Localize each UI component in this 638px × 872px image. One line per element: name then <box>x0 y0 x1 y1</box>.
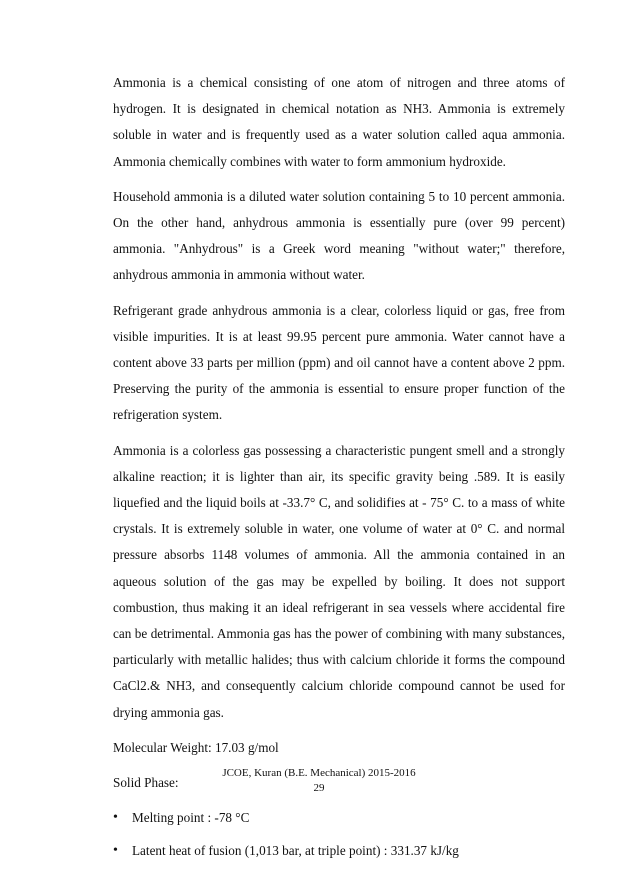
page-body <box>113 70 565 872</box>
paragraph-household-ammonia: Household ammonia is a diluted water solution containing 5 to 10 percent ammonia. On the other hand, anhydrous ammonia is essentially pure (over 99 percent) ammonia. "Anhydrous" is a Greek word meaning "without water;" therefore, anhydrous ammonia in ammonia without water. <box>113 188 565 283</box>
footer-institution: JCOE, Kuran (B.E. Mechanical) 2015-2016 <box>222 767 416 779</box>
page-footer <box>0 766 638 796</box>
solid-phase-list <box>113 805 565 864</box>
paragraph-refrigerant-grade: Refrigerant grade anhydrous ammonia is a clear, colorless liquid or gas, free from visible impurities. It is at least 99.95 percent pure ammonia. Water cannot have a content above 33 parts per million (ppm) and oil cannot have a content above 2 ppm. Preserving the purity of the ammonia is essential to ensure proper function of the refrigeration system. <box>113 302 565 423</box>
solid-phase-heading: Solid Phase: <box>113 775 179 791</box>
list-item-melting-point: • Melting point : -78 °C <box>113 805 565 831</box>
paragraph-ammonia-definition: Ammonia is a chemical consisting of one atom of nitrogen and three atoms of hydrogen. It is designated in chemical notation as NH3. Ammonia is extremely soluble in water and is frequently used as a water solution called aqua ammonia. Ammonia chemically combines with water to form ammonium hydroxide. <box>113 75 565 169</box>
molecular-weight: Molecular Weight: 17.03 g/mol <box>113 739 279 755</box>
paragraph-properties: Ammonia is a colorless gas possessing a characteristic pungent smell and a strongly alkaline reaction; it is lighter than air, its specific gravity being .589. It is easily liquefied and the liquid boils at -33.7° C, and solidifies at - 75° C. to a mass of white crystals. It is extremely soluble in water, one volume of water at 0° C. and normal pressure absorbs 1148 volumes of ammonia. All the ammonia contained in an aqueous solution of the gas may be expelled by boiling. It does not support combustion, thus making it an ideal refrigerant in sea vessels where accidental fire can be detrimental. Ammonia gas has the power of combining with many substances, particularly with metallic halides; thus with calcium chloride it forms the compound CaCl2.& NH3, and consequently calcium chloride compound cannot be used for drying ammonia gas. <box>113 442 565 720</box>
page-number: 29 <box>313 782 325 794</box>
list-item-latent-heat: • Latent heat of fusion (1,013 bar, at triple point) : 331.37 kJ/kg <box>113 838 565 864</box>
